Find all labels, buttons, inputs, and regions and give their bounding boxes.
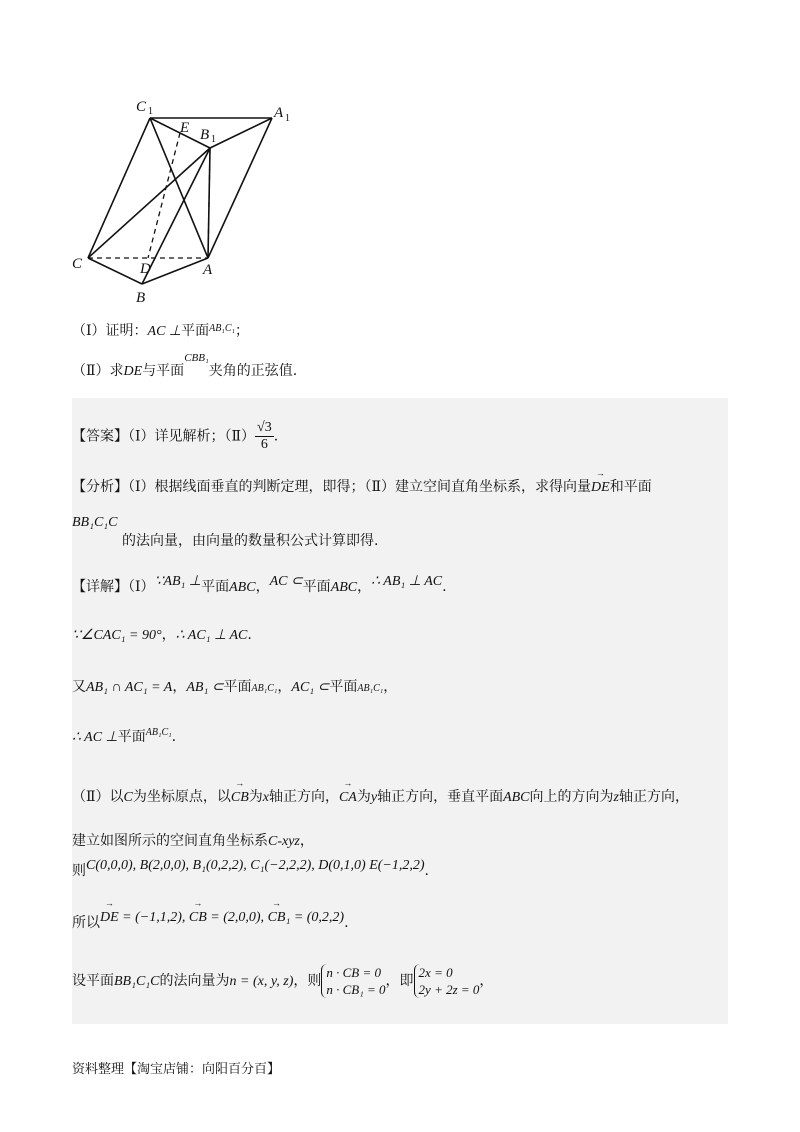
label-e: E — [180, 120, 190, 136]
edge-c-b — [88, 258, 142, 284]
label-c: C — [72, 256, 83, 272]
prism-diagram — [62, 88, 302, 313]
edge-c1-c — [88, 118, 150, 258]
edge-b1-a1 — [210, 118, 272, 148]
detail-line-1: 【详解】（Ⅰ）∵AB₁ ⊥平面ABC，AC ⊂平面ABC，∴ AB₁ ⊥ AC. — [72, 574, 447, 595]
detail-line-7: 则C(0,0,0), B(2,0,0), B₁(0,2,2), C₁(−2,2,2), D(0,1,0) E(−1,2,2). — [72, 858, 429, 879]
label-b: B — [136, 290, 146, 306]
answer-fraction: $\frac{√3}{6}$ — [257, 420, 272, 452]
detail-line-2: ∵∠CAC₁ = 90°，∴ AC₁ ⊥ AC. — [72, 627, 252, 643]
detail-line-8: 所以→ DE = (−1,1,2), → CB = (2,0,0), → CB₁ = (0,2,2). — [72, 912, 349, 932]
question-part-2: （Ⅱ）求DE与平面$^{CBB_1}$夹角的正弦值. — [72, 352, 298, 379]
label-c1: C — [136, 99, 147, 115]
detail-line-4: ∴ AC ⊥平面$^{AB_1C_1}$. — [72, 727, 177, 745]
detail-line-5: （Ⅱ）以C为坐标原点，以→ CB为x轴正方向，→ CA为y轴正方向，垂直平面ABC向上的方向为z轴正方向， — [72, 786, 689, 806]
answer-line: 【答案】（Ⅰ）详见解析；（Ⅱ） $\frac{√3}{6}$ . — [72, 420, 279, 452]
analysis-line-1: 【分析】（Ⅰ）根据线面垂直的判断定理，即得；（Ⅱ）建立空间直角坐标系，求得向量→ DE和平面 — [72, 476, 652, 496]
segment-c-b1 — [88, 148, 210, 258]
label-c1-sub: 1 — [148, 106, 153, 117]
system-equations-2: 2x = 0 2y + 2z = 0 — [414, 964, 480, 998]
prism-figure — [62, 88, 302, 313]
analysis-line-2: BB₁C₁C — [72, 515, 118, 530]
label-a1: A — [274, 105, 284, 121]
detail-line-3: 又AB₁ ∩ AC₁ = A，AB₁ ⊂平面AB₁C₁，AC₁ ⊂平面AB₁C₁， — [72, 679, 398, 695]
footer-source: 资料整理【淘宝店铺：向阳百分百】 — [72, 1062, 281, 1077]
detail-line-6: 建立如图所示的空间直角坐标系C-xyz， — [72, 833, 314, 849]
label-a1-sub: 1 — [285, 113, 290, 124]
label-a: A — [203, 262, 213, 278]
label-b1: B — [200, 127, 210, 143]
solution-panel — [72, 398, 728, 1024]
edge-b-a — [142, 258, 208, 284]
analysis-line-3: 的法向量，由向量的数量积公式计算即得. — [122, 533, 379, 549]
edge-a1-a — [208, 118, 272, 258]
edge-b1-b — [142, 148, 210, 284]
label-b1-sub: 1 — [211, 134, 216, 145]
question-part-1: （Ⅰ）证明：AC ⊥平面$^{AB_1C_1}$； — [72, 323, 249, 339]
detail-line-9: 设平面BB₁C₁C的法向量为n = (x, y, z)，则 n · CB = 0 n · CB₁ = 0 ，即 2x = 0 2y + 2z = 0 ， — [72, 965, 494, 997]
system-equations-1: n · CB = 0 n · CB₁ = 0 — [321, 964, 385, 998]
label-d: D — [140, 261, 151, 277]
